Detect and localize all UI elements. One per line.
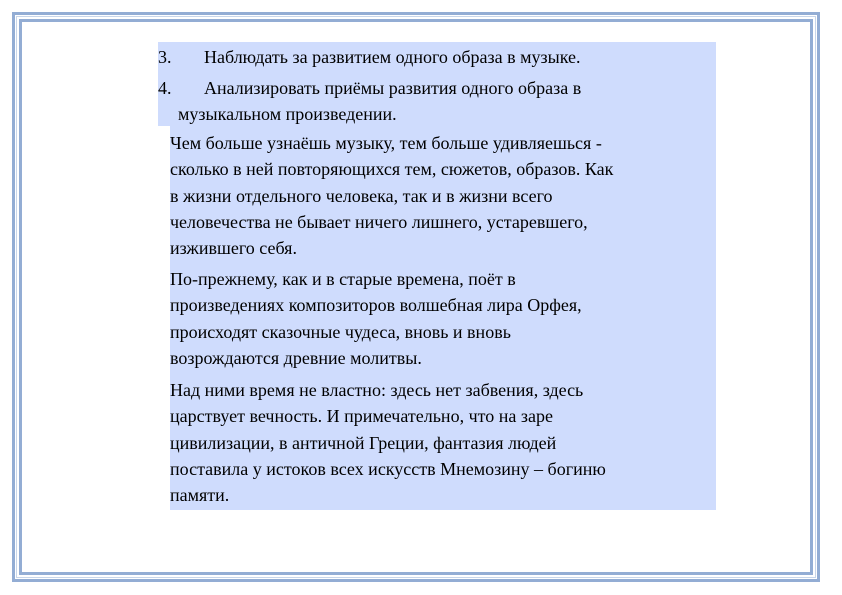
paragraph-3 bbox=[170, 377, 716, 508]
paragraph-line: Чем больше узнаёшь музыку, тем больше удивляешься - bbox=[170, 133, 602, 153]
paragraph-line: в жизни отдельного человека, так и в жизни всего bbox=[170, 185, 553, 206]
list-item-number: 4. bbox=[158, 78, 172, 98]
text-block bbox=[170, 126, 716, 510]
paragraph-line: цивилизации, в античной Греции, фантазия людей bbox=[170, 432, 557, 453]
paragraph-line: памяти. bbox=[170, 485, 230, 506]
paragraph-line: изжившего себя. bbox=[170, 238, 297, 259]
paragraph-line: сколько в ней повторяющихся тем, сюжетов, образов. Как bbox=[170, 159, 614, 180]
slide-content bbox=[158, 42, 716, 510]
paragraph-line: человечества не бывает ничего лишнего, устаревшего, bbox=[170, 211, 588, 232]
list-item-text: Наблюдать за развитием одного образа в музыке. bbox=[204, 47, 581, 67]
paragraph-line: поставила у истоков всех искусств Мнемозину – богиню bbox=[170, 458, 606, 479]
paragraph-2 bbox=[170, 266, 716, 371]
list-item-number: 3. bbox=[158, 47, 172, 67]
list-item-text: Анализировать приёмы развития одного образа в bbox=[204, 78, 582, 98]
objectives-list bbox=[158, 42, 716, 126]
paragraph-1 bbox=[170, 130, 716, 261]
list-item-continuation: музыкальном произведении. bbox=[178, 104, 397, 124]
paragraph-line: возрождаются древние молитвы. bbox=[170, 347, 422, 368]
paragraph-line: Над ними время не властно: здесь нет забвения, здесь bbox=[170, 380, 584, 400]
paragraph-line: происходят сказочные чудеса, вновь и вновь bbox=[170, 321, 511, 342]
paragraph-line: По-прежнему, как и в старые времена, поёт в bbox=[170, 269, 516, 289]
paragraph-line: произведениях композиторов волшебная лира Орфея, bbox=[170, 295, 582, 316]
paragraph-line: царствует вечность. И примечательно, что на заре bbox=[170, 406, 553, 427]
